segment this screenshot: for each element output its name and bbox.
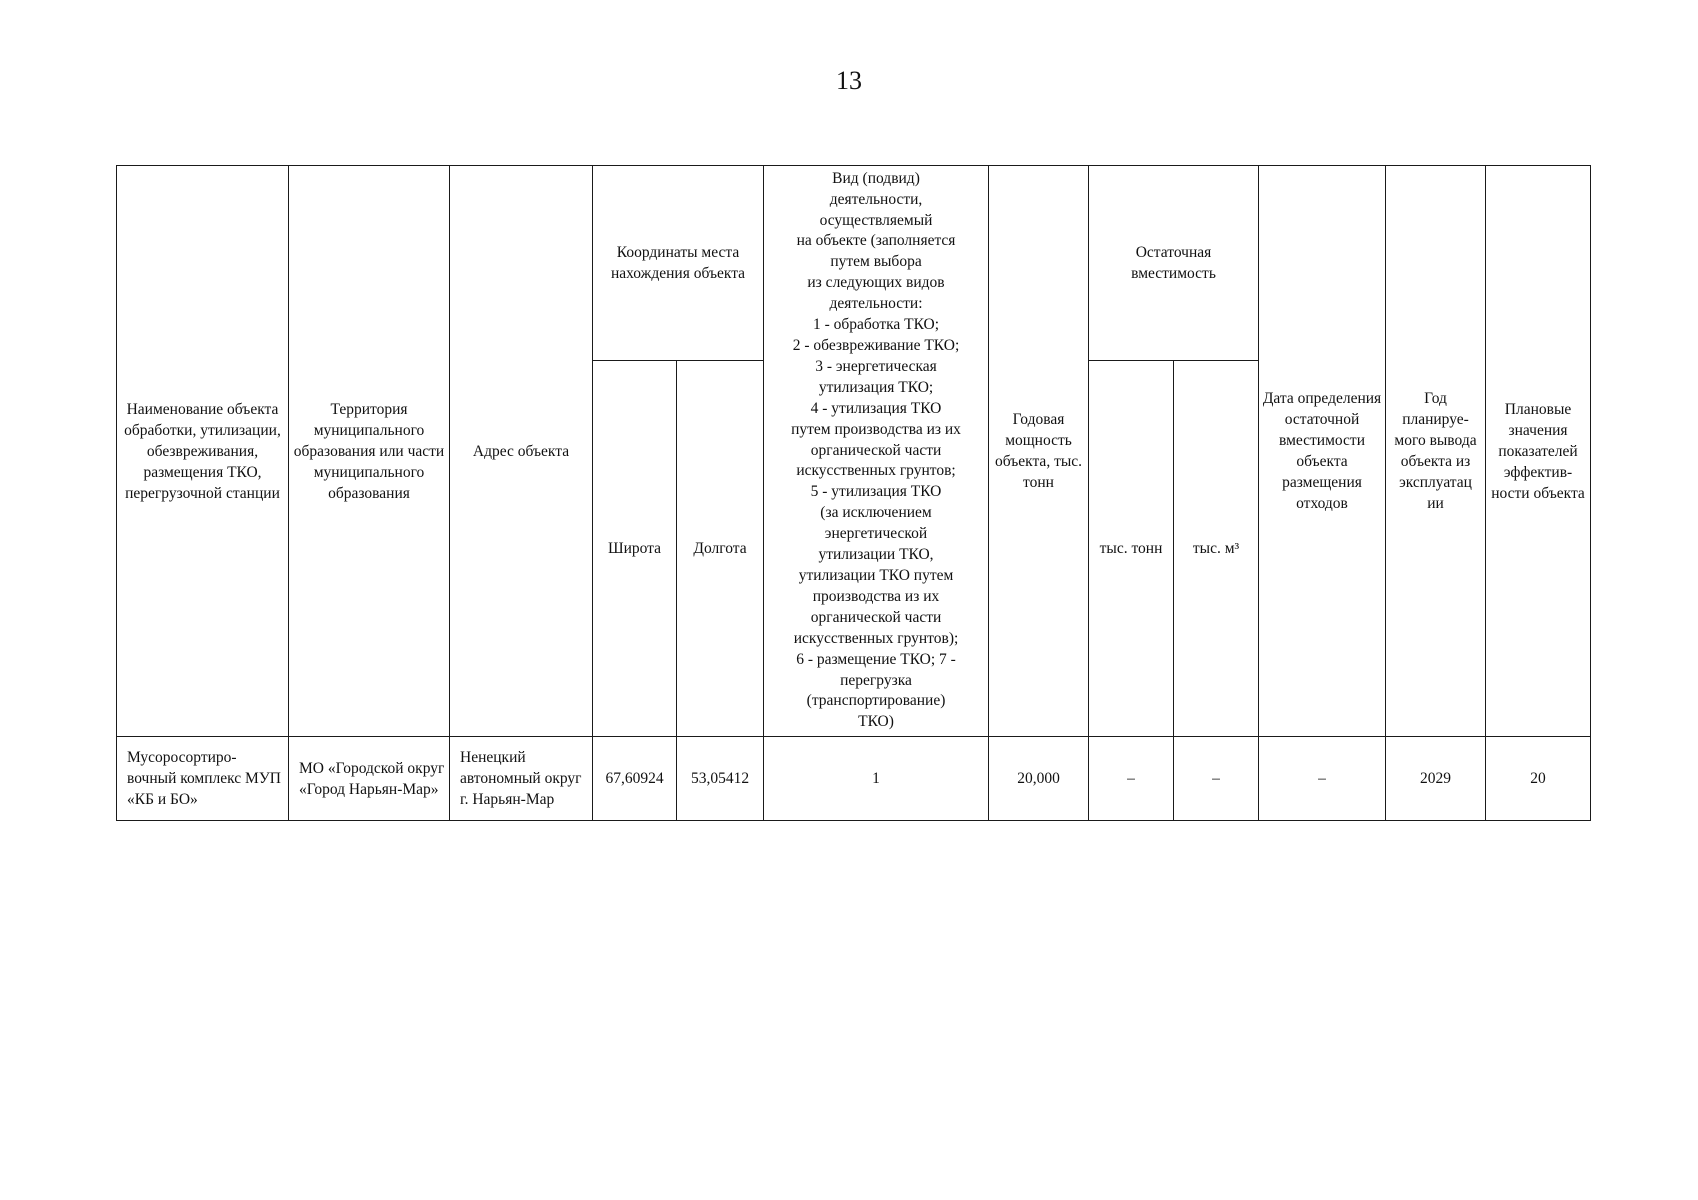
cell-target-indicators: 20 [1486, 737, 1591, 821]
activity-line: (за исключением [820, 504, 932, 522]
header-territory: Территория муниципального образования или части муниципального образования [289, 166, 450, 737]
header-latitude: Широта [593, 361, 677, 737]
header-residual-tons: тыс. тонн [1089, 361, 1174, 737]
activity-line: органической части [810, 441, 942, 459]
activity-line: утилизации ТКО путем [798, 566, 954, 584]
header-name: Наименование объекта обработки, утилизации, обезвреживания, размещения ТКО, перегрузочной станции [117, 166, 289, 737]
header-decommission-year: Год планируе-мого вывода объекта из эксплуатац ии [1386, 166, 1486, 737]
activity-line: органической части [810, 608, 942, 626]
activity-line: 2 - обезвреживание ТКО; [792, 337, 960, 355]
cell-territory: МО «Городской округ «Город Нарьян-Мар» [289, 737, 450, 821]
header-residual-date: Дата определения остаточной вместимости объекта размещения отходов [1259, 166, 1386, 737]
header-coordinates: Координаты места нахождения объекта [593, 166, 764, 361]
header-residual-m3: тыс. м³ [1174, 361, 1259, 737]
activity-line: искусственных грунтов; [796, 462, 956, 480]
table-row [117, 737, 1591, 821]
cell-longitude: 53,05412 [677, 737, 764, 821]
activity-line: деятельности, [829, 190, 923, 208]
activity-line: на объекте (заполняется [796, 232, 956, 250]
cell-latitude: 67,60924 [593, 737, 677, 821]
header-address: Адрес объекта [450, 166, 593, 737]
activity-line: 1 - обработка ТКО; [812, 316, 940, 334]
header-annual-capacity: Годовая мощность объекта, тыс. тонн [989, 166, 1089, 737]
activity-line: производства из их [812, 587, 940, 605]
cell-residual-date: – [1259, 737, 1386, 821]
activity-line: из следующих видов [807, 274, 945, 292]
activity-line: 6 - размещение ТКО; 7 - [796, 650, 956, 668]
activity-line: утилизации ТКО, [818, 546, 934, 564]
cell-decommission-year: 2029 [1386, 737, 1486, 821]
activity-line: утилизация ТКО; [818, 378, 934, 396]
activity-line: деятельности: [829, 295, 923, 313]
header-target-indicators: Плановые значения показателей эффектив-ности объекта [1486, 166, 1591, 737]
cell-residual-m3: – [1174, 737, 1259, 821]
activity-line: энергетической [824, 525, 928, 543]
cell-residual-tons: – [1089, 737, 1174, 821]
activity-line: ТКО) [858, 713, 894, 731]
activity-line: осуществляемый [819, 211, 933, 229]
cell-annual-capacity: 20,000 [989, 737, 1089, 821]
activity-line: путем производства из их [791, 420, 961, 438]
waste-facilities-table [116, 165, 1591, 821]
page-number: 13 [836, 66, 862, 95]
activity-line: Вид (подвид) [832, 169, 920, 187]
activity-line: перегрузка [840, 671, 912, 689]
activity-line: путем выбора [830, 253, 922, 271]
activity-line: (транспортирование) [806, 692, 946, 710]
activity-line: 3 - энергетическая [815, 357, 937, 375]
activity-line: искусственных грунтов); [793, 629, 959, 647]
header-activity [764, 166, 989, 737]
header-residual-capacity: Остаточная вместимость [1089, 166, 1259, 361]
activity-line: 4 - утилизация ТКО [810, 399, 942, 417]
cell-address: Ненецкий автономный округ г. Нарьян-Мар [450, 737, 593, 821]
cell-activity: 1 [764, 737, 989, 821]
cell-name: Мусоросортиро-вочный комплекс МУП «КБ и БО» [117, 737, 289, 821]
activity-line: 5 - утилизация ТКО [810, 483, 942, 501]
header-longitude: Долгота [677, 361, 764, 737]
